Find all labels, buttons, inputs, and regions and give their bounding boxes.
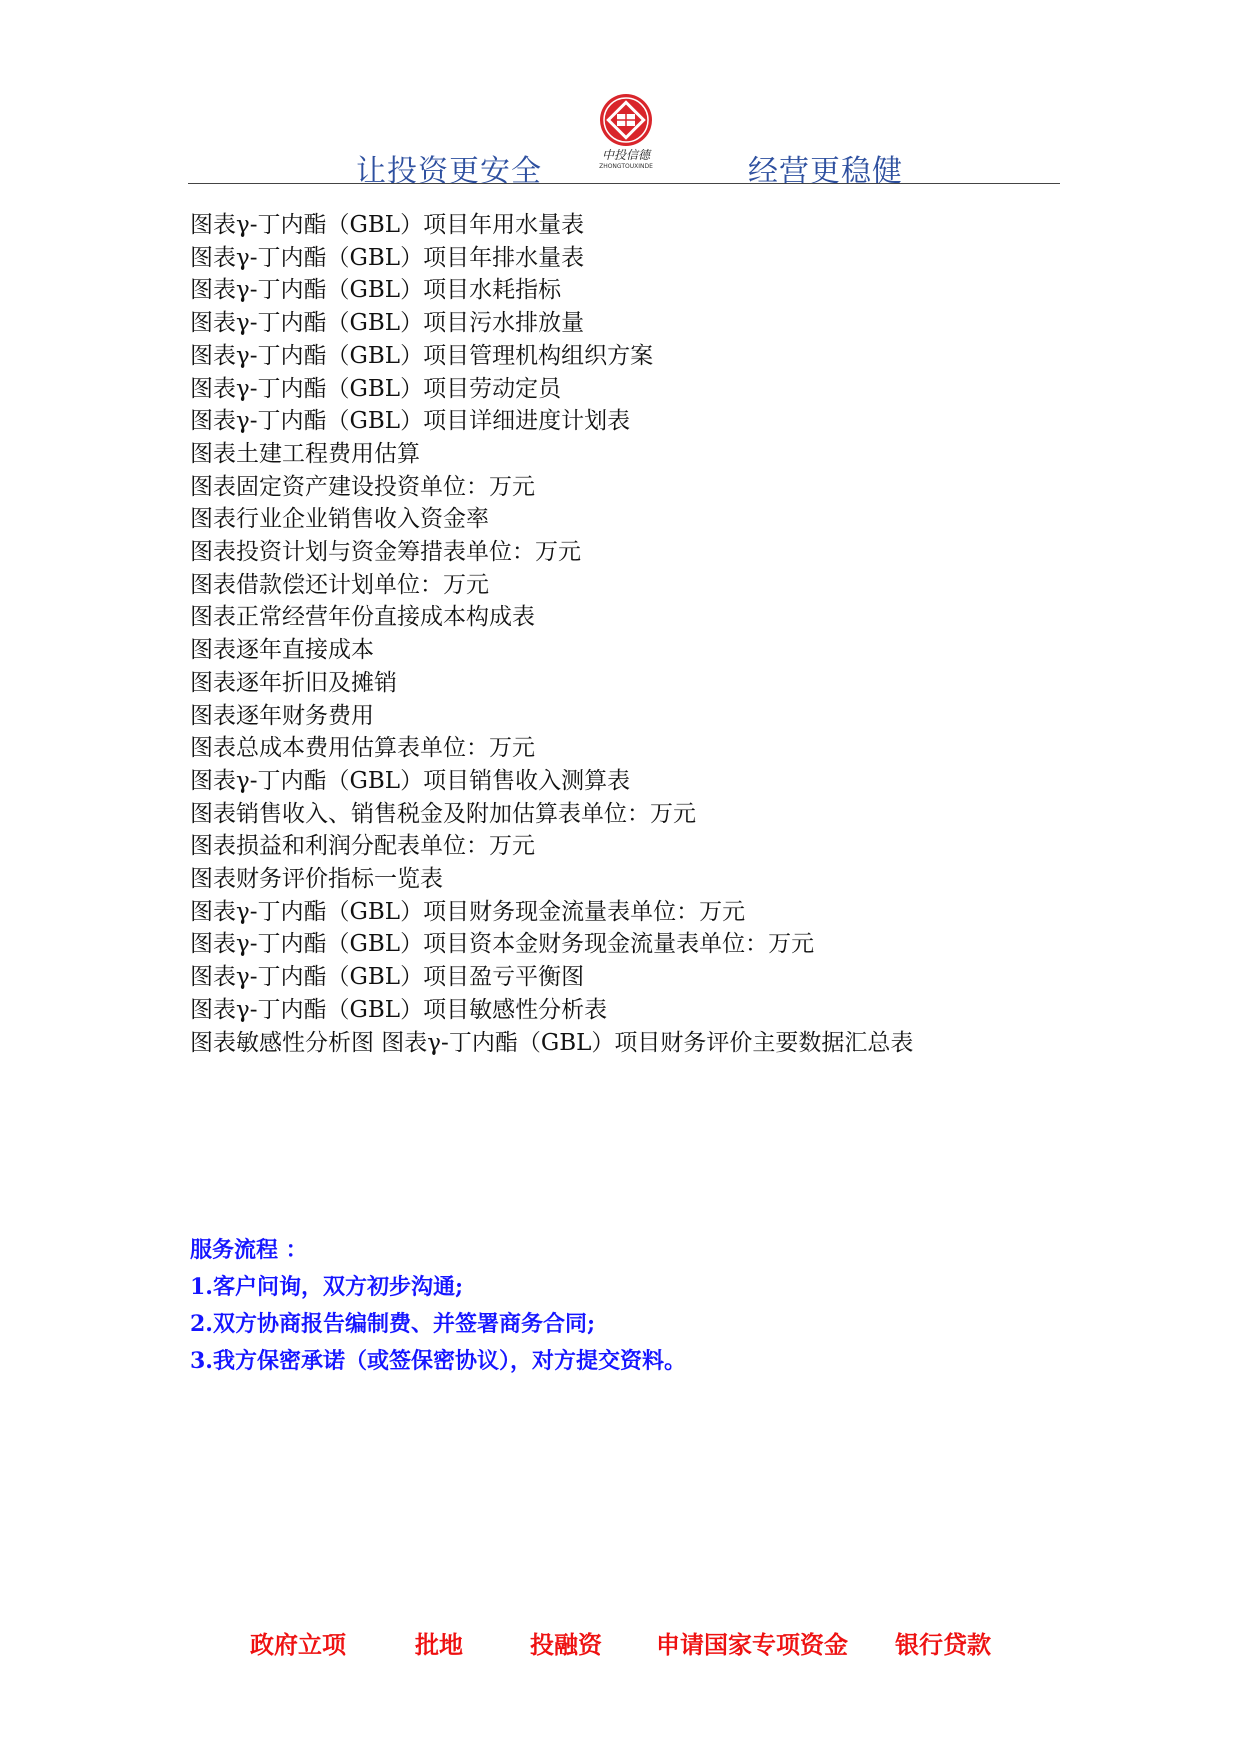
list-item: 图表销售收入、销售税金及附加估算表单位：万元 xyxy=(190,800,696,827)
footer-link-land-approval[interactable]: 批地 xyxy=(415,1630,463,1659)
list-item: 图表γ-丁内酯（GBL）项目盈亏平衡图 xyxy=(190,964,585,991)
page-header xyxy=(188,88,1060,189)
list-item: 图表γ-丁内酯（GBL）项目管理机构组织方案 xyxy=(190,342,654,369)
list-item: 图表逐年直接成本 xyxy=(190,637,374,664)
list-item: 图表γ-丁内酯（GBL）项目水耗指标 xyxy=(190,277,562,304)
list-item: 图表γ-丁内酯（GBL）项目详细进度计划表 xyxy=(190,408,631,435)
company-logo xyxy=(588,88,664,178)
service-process xyxy=(190,1232,686,1380)
list-item: 图表γ-丁内酯（GBL）项目劳动定员 xyxy=(190,375,562,402)
service-step: 1.客户问询，双方初步沟通; xyxy=(190,1274,464,1300)
list-item: 图表γ-丁内酯（GBL）项目资本金财务现金流量表单位：万元 xyxy=(190,931,815,958)
footer-link-financing[interactable]: 投融资 xyxy=(530,1630,602,1659)
service-title: 服务流程 ： xyxy=(190,1237,308,1263)
list-item: 图表逐年财务费用 xyxy=(190,702,374,729)
list-item: 图表固定资产建设投资单位：万元 xyxy=(190,473,535,500)
footer-link-special-funds[interactable]: 申请国家专项资金 xyxy=(656,1630,848,1659)
logo-subtitle: ZHONGTOUXINDE xyxy=(599,163,653,170)
service-step: 2.双方协商报告编制费、并签署商务合同; xyxy=(190,1311,596,1337)
list-item: 图表财务评价指标一览表 xyxy=(190,866,443,893)
list-item: 图表正常经营年份直接成本构成表 xyxy=(190,604,535,631)
logo-emblem-icon xyxy=(598,92,654,148)
logo-name: 中投信德 xyxy=(601,148,650,162)
list-item: 图表投资计划与资金筹措表单位：万元 xyxy=(190,539,581,566)
footer-link-bank-loans[interactable]: 银行贷款 xyxy=(895,1630,991,1659)
list-item: 图表总成本费用估算表单位：万元 xyxy=(190,735,535,762)
list-item: 图表行业企业销售收入资金率 xyxy=(190,506,489,533)
list-item: 图表γ-丁内酯（GBL）项目年用水量表 xyxy=(190,212,585,238)
list-item: 图表γ-丁内酯（GBL）项目敏感性分析表 xyxy=(190,996,608,1023)
list-item: 图表γ-丁内酯（GBL）项目财务现金流量表单位：万元 xyxy=(190,898,746,925)
slogan-right: 经营更稳健 xyxy=(748,154,903,189)
header-divider xyxy=(188,183,1060,184)
service-step: 3.我方保密承诺（或签保密协议），对方提交资料。 xyxy=(190,1348,686,1374)
footer-link-project-approval[interactable]: 政府立项 xyxy=(250,1630,346,1659)
figure-list xyxy=(190,209,913,1059)
list-item: 图表土建工程费用估算 xyxy=(190,440,420,467)
footer-links xyxy=(0,1625,1241,1659)
list-item: 图表敏感性分析图 图表γ-丁内酯（GBL）项目财务评价主要数据汇总表 xyxy=(190,1029,914,1056)
list-item: 图表γ-丁内酯（GBL）项目销售收入测算表 xyxy=(190,767,631,794)
slogan-left: 让投资更安全 xyxy=(356,154,542,189)
list-item: 图表γ-丁内酯（GBL）项目污水排放量 xyxy=(190,310,585,337)
list-item: 图表γ-丁内酯（GBL）项目年排水量表 xyxy=(190,244,585,271)
list-item: 图表逐年折旧及摊销 xyxy=(190,669,397,696)
list-item: 图表借款偿还计划单位：万元 xyxy=(190,571,489,598)
list-item: 图表损益和利润分配表单位：万元 xyxy=(190,833,535,860)
